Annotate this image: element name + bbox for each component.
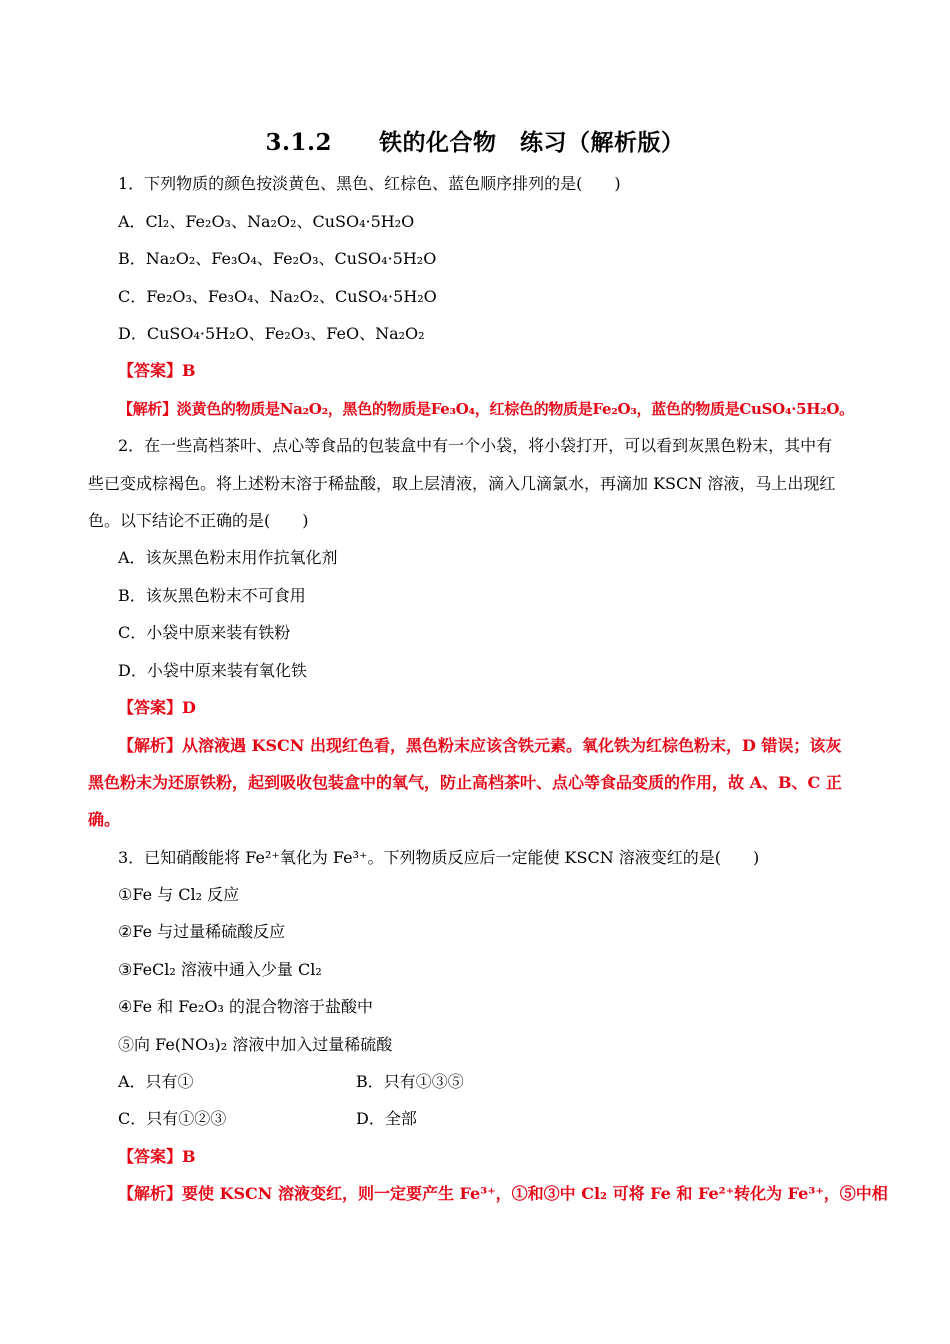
question-3-option-b: B．只有①③⑤ <box>356 1072 464 1091</box>
question-2-option-d: D．小袋中原来装有氧化铁 <box>118 661 307 680</box>
question-2-answer: 【答案】D <box>118 698 196 717</box>
question-2-stem-line-1: 2．在一些高档茶叶、点心等食品的包装盒中有一个小袋，将小袋打开，可以看到灰黑色粉末，其中有 <box>118 436 833 455</box>
question-3-item-5: ⑤向 Fe(NO₃)₂ 溶液中加入过量稀硫酸 <box>118 1035 393 1054</box>
question-3-option-c: C．只有①②③ <box>118 1109 227 1128</box>
question-1-stem: 1．下列物质的颜色按淡黄色、黑色、红棕色、蓝色顺序排列的是( ) <box>118 174 621 193</box>
question-3-answer: 【答案】B <box>118 1147 196 1166</box>
question-3-analysis: 【解析】要使 KSCN 溶液变红，则一定要产生 Fe³⁺，①和③中 Cl₂ 可将 Fe 和 Fe²⁺转化为 Fe³⁺，⑤中相 <box>118 1184 888 1203</box>
question-3-item-3: ③FeCl₂ 溶液中通入少量 Cl₂ <box>118 960 322 979</box>
question-2-analysis-line-1: 【解析】从溶液遇 KSCN 出现红色看，黑色粉末应该含铁元素。氧化铁为红棕色粉末，D 错误；该灰 <box>118 736 842 755</box>
question-2-stem-line-3: 色。以下结论不正确的是( ) <box>88 511 309 530</box>
question-1-option-b: B．Na₂O₂、Fe₃O₄、Fe₂O₃、CuSO₄·5H₂O <box>118 249 437 268</box>
question-3-stem: 3．已知硝酸能将 Fe²⁺氧化为 Fe³⁺。下列物质反应后一定能使 KSCN 溶液变红的是( ) <box>118 848 760 867</box>
question-2-stem-line-2: 些已变成棕褐色。将上述粉末溶于稀盐酸，取上层清液，滴入几滴氯水，再滴加 KSCN 溶液，马上出现红 <box>88 474 836 493</box>
question-2-option-a: A．该灰黑色粉末用作抗氧化剂 <box>118 548 338 567</box>
question-2-option-b: B．该灰黑色粉末不可食用 <box>118 586 306 605</box>
question-2-analysis-line-3: 确。 <box>88 810 121 829</box>
question-1-answer: 【答案】B <box>118 361 196 380</box>
question-1-option-c: C．Fe₂O₃、Fe₃O₄、Na₂O₂、CuSO₄·5H₂O <box>118 287 437 306</box>
question-1-option-a: A．Cl₂、Fe₂O₃、Na₂O₂、CuSO₄·5H₂O <box>118 212 415 231</box>
page-title: 3.1.2 铁的化合物 练习（解析版） <box>265 129 685 156</box>
question-1-analysis: 【解析】淡黄色的物质是Na₂O₂，黑色的物质是Fe₃O₄，红棕色的物质是Fe₂O₃，蓝色的物质是CuSO₄·5H₂O。 <box>118 400 854 418</box>
question-2-analysis-line-2: 黑色粉末为还原铁粉，起到吸收包装盒中的氧气，防止高档茶叶、点心等食品变质的作用，故 A、B、C 正 <box>88 773 842 792</box>
question-3-option-d: D．全部 <box>356 1109 417 1128</box>
question-3-item-4: ④Fe 和 Fe₂O₃ 的混合物溶于盐酸中 <box>118 997 373 1016</box>
question-3-item-2: ②Fe 与过量稀硫酸反应 <box>118 922 286 941</box>
question-2-option-c: C．小袋中原来装有铁粉 <box>118 623 291 642</box>
question-3-item-1: ①Fe 与 Cl₂ 反应 <box>118 885 240 904</box>
question-1-option-d: D．CuSO₄·5H₂O、Fe₂O₃、FeO、Na₂O₂ <box>118 324 425 343</box>
question-3-option-a: A．只有① <box>118 1072 194 1091</box>
